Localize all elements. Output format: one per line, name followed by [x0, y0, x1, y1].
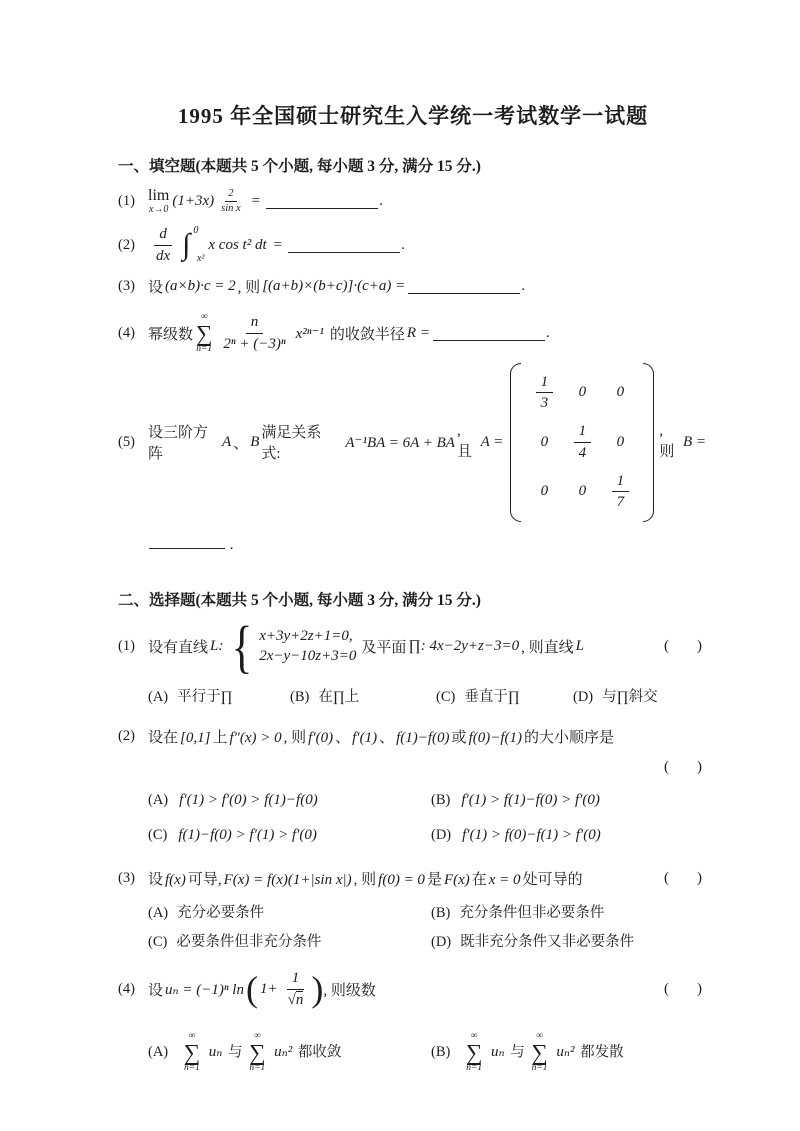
- option-d: [431, 930, 708, 951]
- answer-blank: [149, 534, 225, 549]
- question-number: (3): [118, 277, 135, 294]
- option-label: (B): [290, 689, 310, 706]
- matrix-relation: A⁻¹BA = 6A + BA: [345, 434, 455, 451]
- equals-sign: =: [251, 193, 261, 210]
- option-a: [148, 792, 431, 809]
- equals-sign: =: [273, 236, 283, 253]
- question-number: (5): [118, 433, 135, 450]
- period: .: [545, 325, 550, 342]
- s1-q5-answer-line: [148, 534, 708, 554]
- inner-fraction: $\frac{1}{√n}$: [283, 969, 309, 1010]
- s1-question-4: (4) 幂级数 ∞ ∑ n=1 $\frac{n}{\text{2ⁿ + (−3)ⁿ}}$ x²ⁿ⁻¹ 的收敛半径 R = .: [118, 311, 550, 355]
- power-term: x²ⁿ⁻¹: [295, 326, 324, 343]
- option-label: (A): [148, 792, 169, 809]
- choice-bracket: ( ): [664, 759, 702, 776]
- option-text: 都收敛: [297, 1044, 342, 1061]
- matrix-cell: $\frac{1}{3}$: [536, 373, 554, 414]
- period: .: [229, 537, 234, 554]
- plane-equation: ∏: 4x−2y+z−3=0: [408, 638, 520, 655]
- sum-operator: ∞ ∑ n=1: [183, 1030, 201, 1074]
- s2-q2-options: [148, 792, 708, 844]
- option-text: 充分条件但非必要条件: [459, 905, 605, 922]
- option-text: f′(1) > f′(0) > f(1)−f(0): [179, 792, 318, 809]
- option-d: [431, 827, 708, 844]
- option-text: 垂直于∏: [464, 689, 520, 706]
- limit-base-formula: (1+3x): [172, 193, 215, 210]
- option-label: (B): [431, 792, 451, 809]
- exam-title: 1995 年全国硕士研究生入学统一考试数学一试题: [177, 104, 649, 128]
- radius-formula: R =: [406, 325, 430, 342]
- option-text: 与∏斜交: [602, 689, 658, 706]
- option-text: f′(1) > f(0)−f(1) > f′(0): [462, 827, 601, 844]
- sum-operator: ∞ ∑ n=1: [465, 1030, 483, 1074]
- matrix: [510, 363, 654, 523]
- option-c: [436, 685, 573, 706]
- period: .: [521, 277, 526, 294]
- question-number: (4): [118, 325, 135, 342]
- matrix-cell: 0: [616, 433, 625, 450]
- option-c: [148, 827, 431, 844]
- matrix-cell: 0: [616, 384, 625, 401]
- option-label: (C): [148, 827, 168, 844]
- s1-question-2: [118, 225, 708, 266]
- option-label: (A): [148, 689, 169, 706]
- section2-heading: 二、选择题(本题共 5 个小题, 每小题 3 分, 满分 15 分.): [118, 592, 481, 610]
- integrand-formula: x cos t² dt: [208, 236, 267, 253]
- matrix-cell: 0: [540, 483, 549, 500]
- option-text: 在∏上: [318, 689, 360, 706]
- s2-q2-bracket-line: [118, 759, 708, 776]
- answer-blank: [408, 279, 520, 294]
- option-text: f(1)−f(0) > f′(1) > f′(0): [178, 827, 317, 844]
- option-a: [148, 685, 290, 706]
- s2-question-4: (4) 设 uₙ = (−1)ⁿ ln ( 1+ $\frac{1}{√n}$ ) , 则级数 ( ): [118, 968, 702, 1009]
- choice-bracket: ( ): [664, 638, 702, 655]
- option-label: (B): [431, 905, 451, 922]
- sum-operator: ∞ ∑ n=1: [249, 1030, 266, 1074]
- option-text: 既非充分条件又非必要条件: [460, 934, 635, 951]
- option-b: [431, 901, 708, 922]
- s2-question-1: (1) 设有直线 L: { x+3y+2z+1=0, 2x−y−10z+3=0 及平面 ∏: 4x−2y+z−3=0 , 则直线 L ( ): [118, 614, 702, 680]
- option-label: (A): [148, 1044, 169, 1061]
- option-a: [148, 901, 431, 922]
- option-a: (A) ∞ ∑ n=1 uₙ 与 ∞ ∑ n=1 uₙ² 都收敛: [148, 1030, 342, 1074]
- question-number: (1): [118, 638, 135, 655]
- vector-expression: [(a+b)×(b+c)]·(c+a) =: [262, 277, 406, 294]
- option-c: [148, 930, 431, 951]
- answer-blank: [266, 194, 378, 209]
- equation-system: [228, 614, 358, 680]
- matrix-cell: 0: [578, 384, 587, 401]
- system-equation-2: 2x−y−10z+3=0: [259, 648, 357, 665]
- option-b: [431, 792, 708, 809]
- integral-sign: ∫ 0 x²: [182, 225, 205, 265]
- answer-blank: [288, 238, 400, 253]
- sqrt-denominator: √n: [287, 992, 304, 1009]
- matrix-paren-right: [643, 363, 654, 523]
- choice-bracket: ( ): [664, 870, 702, 887]
- matrix-grid: [521, 363, 643, 523]
- question-number: (2): [118, 236, 135, 253]
- s1-question-5: (5) 设三阶方阵 A 、 B 满足关系式: A⁻¹BA = 6A + BA , 且 A = $\frac{1}{3}$ 0 0 0 $\frac{1}{4}$ 0 0 0 $\frac{1}{7}$ , 则 B =: [118, 363, 708, 523]
- exponent-fraction: $\frac{2}{\text{sin x}}$: [221, 188, 241, 215]
- question-number: (4): [118, 981, 135, 998]
- paren-right: ): [311, 968, 324, 1009]
- option-label: (B): [431, 1044, 451, 1061]
- question-number: (3): [118, 870, 135, 887]
- statement: 设在 [0,1] 上 f″(x) > 0 , 则 f′(0) 、 f′(1) 、 f(1)−f(0) 或 f(0)−f(1) 的大小顺序是: [148, 730, 615, 747]
- matrix-cell: 0: [578, 483, 587, 500]
- option-b: [290, 685, 436, 706]
- limit-operator: lim x→0: [148, 187, 170, 216]
- matrix-paren-left: [510, 363, 521, 523]
- option-label: (D): [573, 689, 594, 706]
- s1-question-1: [118, 188, 708, 215]
- option-text: 平行于∏: [177, 689, 233, 706]
- question-number: (1): [118, 193, 135, 210]
- s2-q1-options: [148, 685, 708, 706]
- option-text: f′(1) > f(1)−f(0) > f′(0): [461, 792, 600, 809]
- choice-bracket: ( ): [664, 981, 702, 998]
- matrix-cell: $\frac{1}{7}$: [612, 472, 630, 513]
- vector-equation: (a×b)·c = 2: [165, 277, 236, 294]
- s2-question-2: [118, 726, 708, 747]
- option-label: (C): [436, 689, 456, 706]
- option-text: 必要条件但非充分条件: [176, 934, 322, 951]
- option-label: (D): [431, 827, 452, 844]
- matrix-cell: $\frac{1}{4}$: [574, 422, 592, 463]
- option-label: (A): [148, 905, 169, 922]
- option-d: [573, 685, 658, 706]
- question-number: (2): [118, 728, 135, 745]
- statement: 设 f(x) 可导, F(x) = f(x)(1+|sin x|) , 则 f(0) = 0 是 F(x) 在 x = 0 处可导的: [148, 872, 583, 889]
- matrix-cell: 0: [540, 433, 549, 450]
- answer-blank: [433, 326, 545, 341]
- option-text: 都发散: [580, 1044, 624, 1061]
- period: .: [401, 236, 405, 253]
- derivative-fraction: $\frac{d}{dx}$: [156, 226, 171, 264]
- option-b: (B) ∞ ∑ n=1 uₙ 与 ∞ ∑ n=1 uₙ² 都发散: [431, 1030, 624, 1074]
- period: .: [379, 193, 383, 210]
- s2-q3-options: [148, 901, 708, 951]
- s2-q4-options: [148, 1032, 708, 1074]
- option-label: (D): [431, 934, 452, 951]
- series-term-formula: uₙ = (−1)ⁿ ln: [165, 982, 244, 999]
- s1-question-3: (3) 设 (a×b)·c = 2 , 则 [(a+b)×(b+c)]·(c+a) = .: [118, 277, 526, 296]
- system-brace: {: [231, 614, 253, 680]
- option-text: 充分必要条件: [177, 905, 265, 922]
- sum-operator: ∞ ∑ n=1: [196, 311, 213, 355]
- sum-operator: ∞ ∑ n=1: [531, 1030, 548, 1074]
- section1-heading: 一、填空题(本题共 5 个小题, 每小题 3 分, 满分 15 分.): [118, 158, 481, 175]
- system-equation-1: x+3y+2z+1=0,: [259, 628, 353, 645]
- series-fraction: $\frac{n}{\text{2ⁿ + (−3)ⁿ}}$: [223, 314, 286, 353]
- s2-question-3: [118, 868, 708, 889]
- option-label: (C): [148, 934, 168, 951]
- paren-left: (: [245, 968, 258, 1009]
